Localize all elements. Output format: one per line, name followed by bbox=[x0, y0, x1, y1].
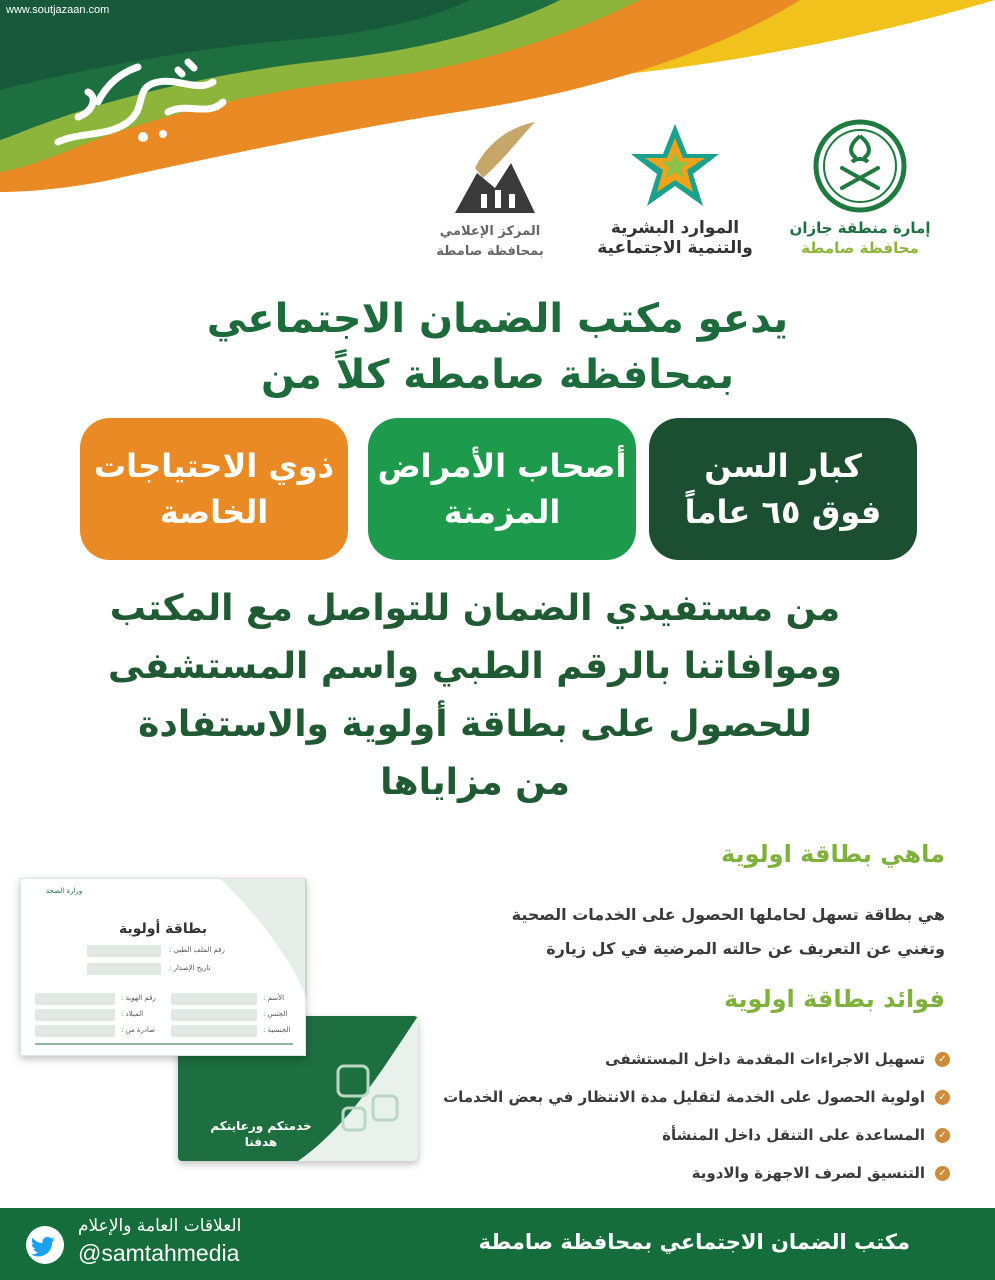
what-is-line-2: وتغني عن التعريف عن حالته المرضية في كل زيارة bbox=[546, 939, 945, 958]
benefit-text: تسهيل الاجراءات المقدمة داخل المستشفى bbox=[605, 1050, 925, 1068]
media-center-logo-line1: المركز الإعلامي bbox=[439, 224, 541, 239]
benefit-text: اولوية الحصول على الخدمة لتقليل مدة الانتظار في بعض الخدمات bbox=[443, 1088, 925, 1106]
check-circle-icon: ✓ bbox=[935, 1052, 950, 1067]
twitter-bird-glyph bbox=[26, 1226, 64, 1264]
body-line-1: من مستفيدي الضمان للتواصل مع المكتب bbox=[109, 588, 841, 629]
dawah-calligraphy-logo bbox=[38, 42, 238, 162]
footer-twitter-handle[interactable]: @samtahmedia bbox=[78, 1240, 240, 1266]
group-special-needs bbox=[80, 418, 348, 560]
group-special-needs-line2: الخاصة bbox=[159, 493, 269, 531]
card-field-box bbox=[35, 1009, 115, 1021]
card-field-box bbox=[171, 1009, 257, 1021]
check-circle-icon: ✓ bbox=[935, 1128, 950, 1143]
group-elderly-line1: كبار السن bbox=[704, 447, 862, 485]
ministry-logo-line2: والتنمية الاجتماعية bbox=[597, 238, 753, 258]
saudi-emblem-icon bbox=[812, 118, 908, 214]
footer-department: العلاقات العامة والإعلام bbox=[78, 1216, 242, 1236]
body-line-4: من مزاياها bbox=[380, 762, 570, 803]
card-field-label: الجنسية : bbox=[263, 1026, 291, 1034]
check-circle-icon: ✓ bbox=[935, 1166, 950, 1181]
body-line-3: للحصول على بطاقة أولوية والاستفادة bbox=[138, 704, 812, 745]
benefit-text: التنسيق لصرف الاجهزة والادوية bbox=[691, 1164, 925, 1182]
group-elderly-line2: فوق ٦٥ عاماً bbox=[684, 493, 882, 531]
card-field-label: الجنس : bbox=[263, 1010, 288, 1018]
what-is-line-1: هي بطاقة تسهل لحاملها الحصول على الخدمات الصحية bbox=[511, 905, 945, 924]
star-logo-icon bbox=[627, 118, 723, 214]
emirate-logo bbox=[780, 118, 940, 258]
card-ministry-label: وزارة الصحة bbox=[45, 887, 83, 895]
list-item bbox=[430, 1078, 950, 1116]
quill-mountain-icon bbox=[435, 118, 545, 218]
card-field-box bbox=[35, 1025, 115, 1037]
card-back-line1: خدمتكم ورعايتكم bbox=[210, 1119, 312, 1133]
card-field-label: الميلاد : bbox=[121, 1010, 144, 1018]
benefit-text: المساعدة على التنقل داخل المنشأة bbox=[662, 1126, 925, 1144]
card-field-label: صادرة من : bbox=[121, 1026, 156, 1034]
benefits-title: فوائد بطاقة اولوية bbox=[723, 985, 945, 1013]
card-field-box bbox=[87, 963, 161, 975]
benefits-list bbox=[430, 1040, 950, 1192]
emirate-logo-line2: محافظة صامطة bbox=[801, 239, 919, 257]
card-field-box bbox=[35, 993, 115, 1005]
card-field-label: رقم الهوية : bbox=[121, 994, 156, 1002]
card-back-line2: هدفنا bbox=[244, 1135, 278, 1149]
emirate-logo-line1: إمارة منطقة جازان bbox=[789, 219, 931, 237]
list-item bbox=[430, 1116, 950, 1154]
media-center-logo-line2: بمحافظة صامطة bbox=[436, 244, 544, 259]
list-item bbox=[430, 1154, 950, 1192]
ministry-logo bbox=[575, 118, 775, 258]
card-field-label: الأسم : bbox=[263, 994, 285, 1002]
footer-office-name: مكتب الضمان الاجتماعي بمحافظة صامطة bbox=[478, 1230, 910, 1254]
twitter-bird-icon[interactable] bbox=[26, 1226, 64, 1264]
footer-bar bbox=[0, 1208, 995, 1280]
watermark: www.soutjazaan.com bbox=[6, 4, 110, 16]
ministry-logo-line1: الموارد البشرية bbox=[610, 218, 740, 238]
card-field-box bbox=[171, 993, 257, 1005]
media-center-logo bbox=[420, 118, 560, 262]
card-field-label: رقم الملف الطبي : bbox=[169, 946, 225, 954]
list-item bbox=[430, 1040, 950, 1078]
card-field-label: تاريخ الإصدار : bbox=[169, 964, 211, 972]
card-field-box bbox=[171, 1025, 257, 1037]
group-elderly bbox=[649, 418, 917, 560]
group-special-needs-line1: ذوي الاحتياجات bbox=[94, 447, 335, 485]
card-back-slogan bbox=[196, 1118, 326, 1150]
group-chronic-line1: أصحاب الأمراض bbox=[377, 447, 627, 485]
check-circle-icon: ✓ bbox=[935, 1090, 950, 1105]
headline-line-2: بمحافظة صامطة كلاً من bbox=[261, 352, 734, 398]
body-line-2: وموافاتنا بالرقم الطبي واسم المستشفى bbox=[108, 646, 842, 687]
what-is-title: ماهي بطاقة اولوية bbox=[721, 840, 945, 868]
priority-card-front bbox=[20, 878, 306, 1056]
headline-line-1: يدعو مكتب الضمان الاجتماعي bbox=[206, 296, 789, 342]
group-chronic-line2: المزمنة bbox=[443, 493, 561, 531]
card-field-box bbox=[87, 945, 161, 957]
card-title: بطاقة أولوية bbox=[119, 921, 207, 937]
group-chronic bbox=[368, 418, 636, 560]
